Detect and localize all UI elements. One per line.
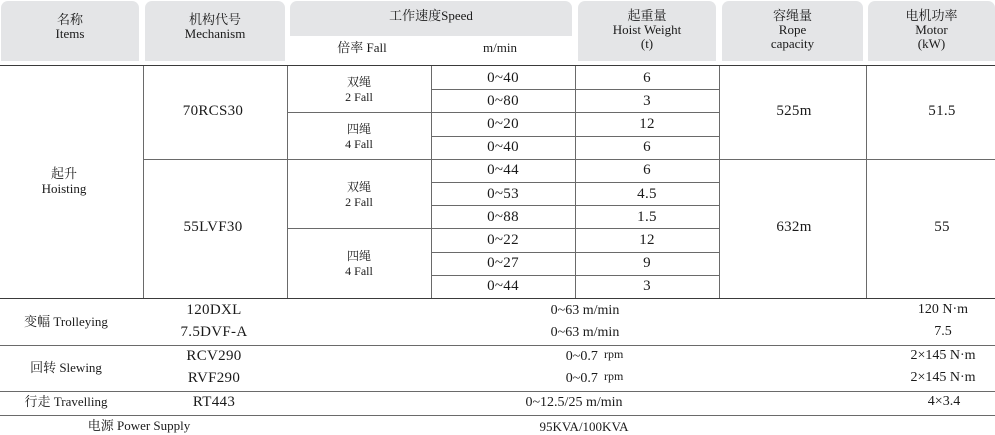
speed-cell: 0~44: [487, 162, 519, 179]
trolleying-motor: 7.5: [934, 324, 952, 339]
travelling-speed: 0~12.5/25 m/min: [525, 395, 623, 410]
speed-cell: 0~44: [487, 278, 519, 295]
speed-cell: 0~40: [487, 69, 519, 86]
trolleying-mechanism: 120DXL: [186, 302, 242, 318]
fall-label-cn: 双绳: [346, 75, 372, 90]
header-unit: m/min: [483, 40, 517, 55]
slewing-speed: 0~0.7: [565, 349, 598, 364]
weight-cell: 1.5: [637, 208, 657, 225]
header-items-line-0: 名称: [56, 12, 84, 27]
power-label: 电源 Power Supply: [87, 418, 191, 433]
trolleying-speed: 0~63 m/min: [550, 303, 620, 318]
header-speed-subrow: [290, 36, 572, 61]
hoisting-label-cn: 起升: [50, 166, 78, 181]
fall-label-en: 4 Fall: [345, 136, 373, 151]
header-fall: 倍率 Fall: [337, 40, 387, 55]
rope-cell: 632m: [776, 219, 812, 236]
fall-label-en: 2 Fall: [345, 90, 373, 105]
fall-line: [287, 112, 719, 113]
header-speed-label: 工作速度Speed: [389, 8, 473, 23]
rope-cell: 525m: [776, 103, 812, 120]
fall-label-cn: 四绳: [346, 249, 372, 264]
weight-cell: 6: [643, 162, 651, 179]
header-motor-line-0: 电机功率: [905, 8, 958, 23]
header-items-line-1: Items: [55, 26, 85, 41]
speed-cell: 0~88: [487, 208, 519, 225]
header-motor-line-1: Motor: [915, 22, 948, 37]
weight-cell: 3: [643, 92, 651, 109]
header-mechanism-line-0: 机构代号: [188, 12, 242, 27]
mechanism-cell: 55LVF30: [183, 219, 243, 236]
speed-cell: 0~80: [487, 92, 519, 109]
header-rope-line-2: capacity: [770, 36, 815, 51]
grid-line: [143, 66, 144, 298]
fall-label-cn: 双绳: [346, 179, 372, 194]
weight-cell: 6: [643, 69, 651, 86]
header-rope-line-0: 容绳量: [772, 8, 813, 23]
header-rope-line-1: Rope: [778, 22, 807, 37]
trolleying-bottom-line: [0, 345, 995, 346]
hoist-top-border: [0, 65, 995, 66]
weight-cell: 9: [643, 255, 651, 272]
weight-cell: 6: [643, 139, 651, 156]
travelling-bottom-line: [0, 415, 995, 416]
slewing-bottom-line: [0, 391, 995, 392]
weight-cell: 4.5: [637, 185, 657, 202]
trolleying-speed: 0~63 m/min: [550, 325, 620, 340]
hoist-bottom-border: [0, 298, 995, 299]
speed-cell: 0~40: [487, 139, 519, 156]
fall-line: [287, 228, 719, 229]
travelling-motor: 4×3.4: [927, 394, 961, 409]
grid-line: [866, 66, 867, 298]
mechanism-cell: 70RCS30: [182, 103, 244, 120]
trolleying-label: 变幅 Trolleying: [24, 314, 108, 329]
travelling-label: 行走 Travelling: [24, 394, 108, 409]
slewing-mechanism: RVF290: [187, 370, 241, 386]
header-hoist-weight-line-1: Hoist Weight: [612, 22, 682, 37]
header-hoist-weight-line-2: (t): [640, 36, 654, 51]
motor-cell: 51.5: [928, 103, 956, 120]
speed-cell: 0~27: [487, 255, 519, 272]
trolleying-motor: 120 N·m: [917, 302, 969, 317]
speed-cell: 0~53: [487, 185, 519, 202]
speed-cell: 0~20: [487, 116, 519, 132]
header-motor-line-2: (kW): [917, 36, 946, 51]
group-line: [143, 159, 995, 160]
travelling-mechanism: RT443: [192, 394, 236, 410]
slewing-speed: 0~0.7: [565, 371, 598, 386]
power-value: 95KVA/100KVA: [539, 419, 629, 434]
speed-cell: 0~22: [487, 232, 519, 248]
grid-line: [719, 66, 720, 298]
header-mechanism-line-1: Mechanism: [184, 26, 246, 41]
slewing-motor: 2×145 N·m: [910, 370, 976, 385]
slewing-unit: rpm: [604, 347, 624, 361]
fall-label-cn: 四绳: [346, 121, 372, 136]
fall-label-en: 4 Fall: [345, 264, 373, 279]
fall-label-en: 2 Fall: [345, 194, 373, 209]
header-hoist-weight-line-0: 起重量: [627, 8, 667, 23]
slewing-motor: 2×145 N·m: [910, 348, 976, 363]
grid-line: [575, 66, 576, 298]
grid-line: [287, 66, 288, 298]
slewing-mechanism: RCV290: [186, 348, 242, 364]
trolleying-mechanism: 7.5DVF-A: [180, 324, 248, 340]
slewing-label: 回转 Slewing: [30, 360, 102, 375]
hoisting-label-en: Hoisting: [41, 181, 87, 196]
grid-line: [431, 66, 432, 298]
slewing-unit: rpm: [604, 369, 624, 383]
motor-cell: 55: [934, 219, 950, 236]
weight-cell: 12: [639, 232, 655, 248]
weight-cell: 3: [643, 278, 651, 295]
weight-cell: 12: [639, 116, 655, 132]
